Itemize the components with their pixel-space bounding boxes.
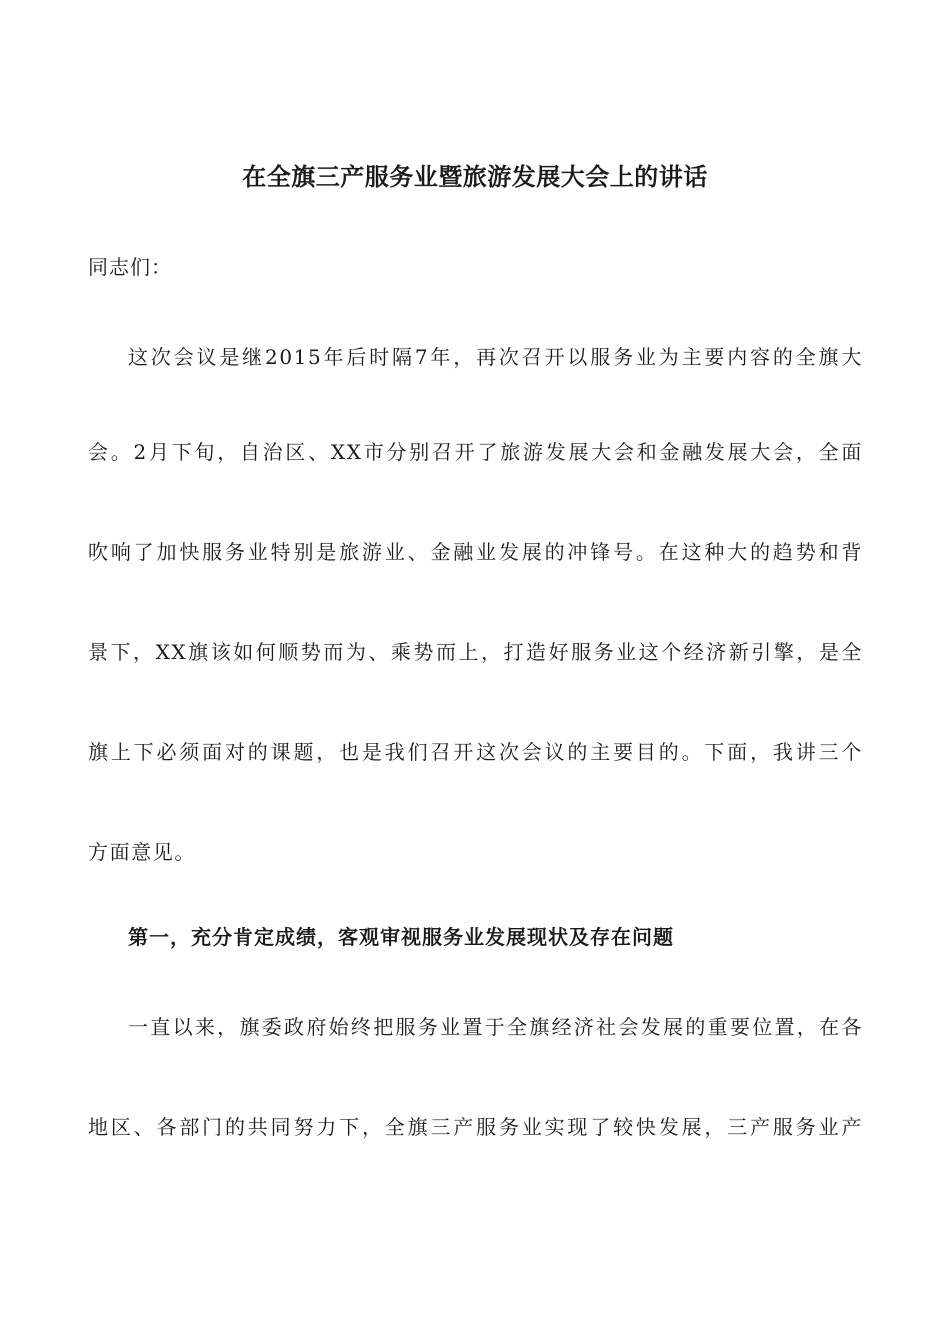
- paragraph-1-line-2: 会。2月下旬，自治区、XX市分别召开了旅游发展大会和金融发展大会，全面: [88, 440, 863, 464]
- paragraph-1-line-5: 旗上下必须面对的课题，也是我们召开这次会议的主要目的。下面，我讲三个: [88, 740, 863, 764]
- paragraph-1-line-6: 方面意见。: [88, 840, 196, 864]
- paragraph-2-line-1: 一直以来，旗委政府始终把服务业置于全旗经济社会发展的重要位置，在各: [128, 1015, 863, 1039]
- salutation: 同志们：: [88, 255, 172, 279]
- paragraph-2-line-2: 地区、各部门的共同努力下，全旗三产服务业实现了较快发展，三产服务业产: [88, 1115, 863, 1139]
- paragraph-1-line-3: 吹响了加快服务业特别是旅游业、金融业发展的冲锋号。在这种大的趋势和背: [88, 540, 863, 564]
- section-1-heading: 第一，充分肯定成绩，客观审视服务业发展现状及存在问题: [128, 925, 674, 949]
- paragraph-1-line-1: 这次会议是继2015年后时隔7年，再次召开以服务业为主要内容的全旗大: [128, 345, 863, 369]
- document-title: 在全旗三产服务业暨旅游发展大会上的讲话: [242, 162, 708, 191]
- paragraph-1-line-4: 景下，XX旗该如何顺势而为、乘势而上，打造好服务业这个经济新引擎，是全: [88, 640, 863, 664]
